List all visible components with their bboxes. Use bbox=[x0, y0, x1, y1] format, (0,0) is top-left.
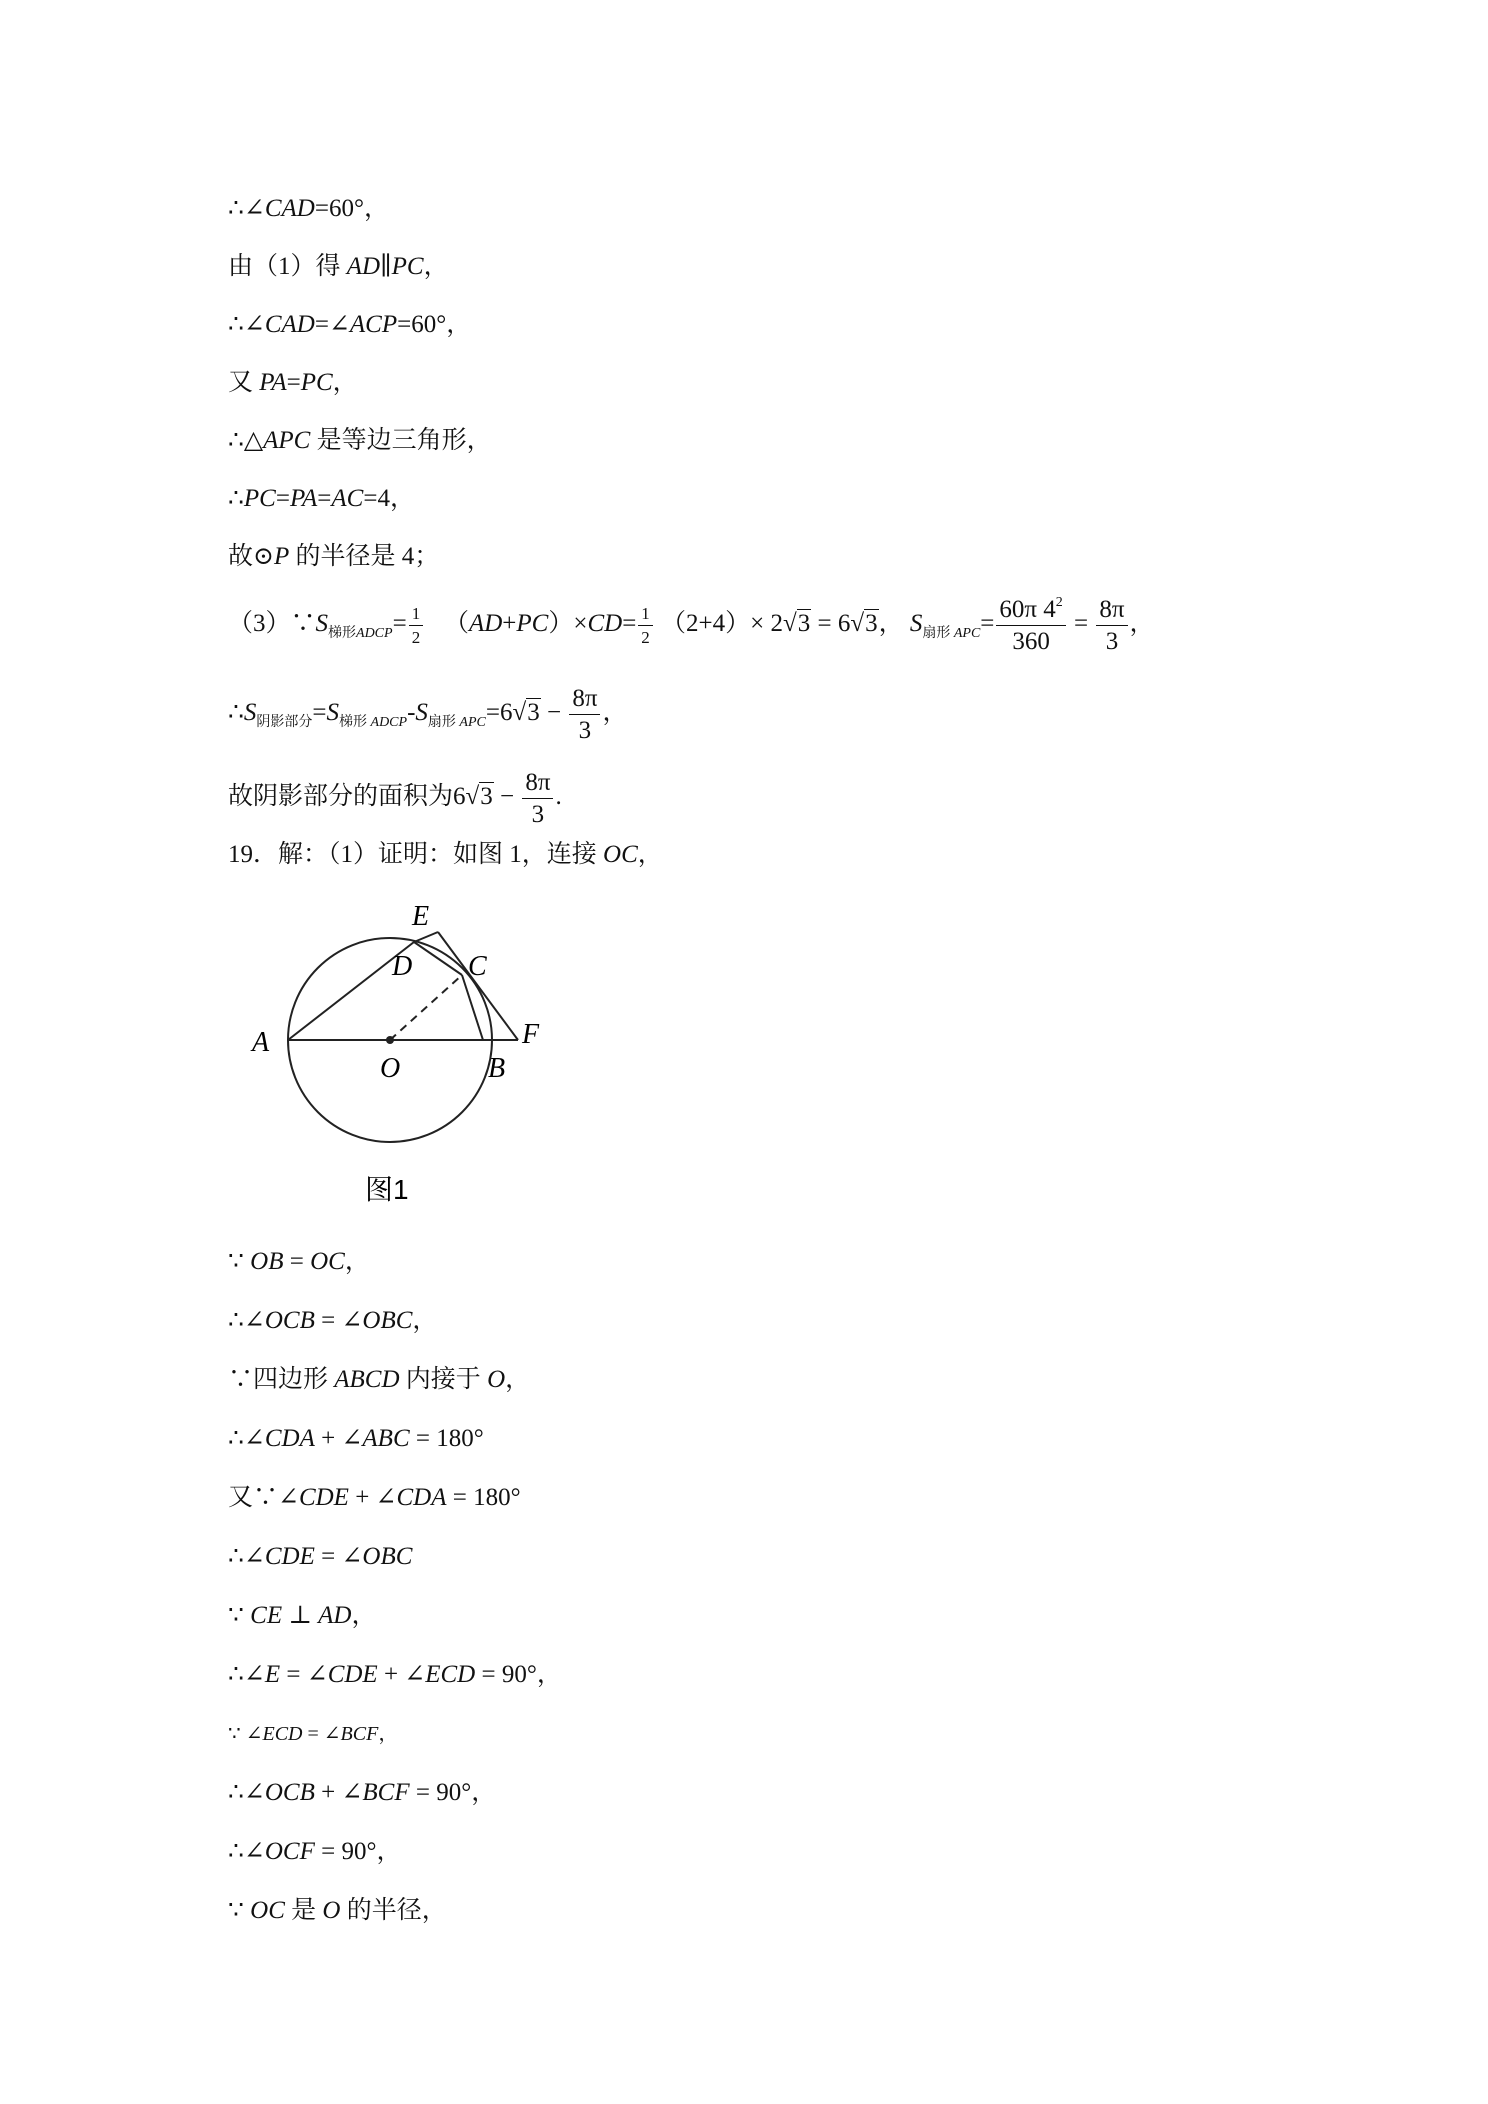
text-line-6: ∴PC=PA=AC=4， bbox=[228, 485, 415, 512]
text-line-1: ∴∠CAD=60°， bbox=[228, 195, 389, 222]
half-fraction-2: $\frac{1}{2}$ bbox=[638, 605, 653, 646]
proof-line-10: ∴∠OCB + ∠BCF = 90°， bbox=[228, 1779, 497, 1806]
label-o: O bbox=[380, 1053, 401, 1084]
label-b: B bbox=[488, 1053, 506, 1084]
center-point-o bbox=[386, 1036, 394, 1044]
proof-line-5: 又∵∠CDE + ∠CDA = 180° bbox=[228, 1484, 521, 1511]
proof-line-2: ∴∠OCB = ∠OBC， bbox=[228, 1307, 438, 1334]
text-line-5: ∴△APC 是等边三角形， bbox=[228, 427, 492, 454]
label-d: D bbox=[392, 951, 413, 982]
proof-line-7: ∵ CE ⊥ AD， bbox=[228, 1602, 377, 1629]
text-line-4: 又 PA=PC， bbox=[228, 369, 358, 396]
line-dc bbox=[414, 942, 462, 975]
text-line-2: 由（1）得 AD∥PC， bbox=[228, 253, 449, 280]
proof-line-9: ∵ ∠ECD = ∠BCF， bbox=[228, 1723, 399, 1745]
line-de bbox=[414, 932, 438, 942]
shaded-fraction: $\frac{8\pi}{3}$ bbox=[569, 686, 600, 743]
sector-result-fraction: $\frac{8\pi}{3}$ bbox=[1096, 597, 1127, 654]
proof-line-8: ∴∠E = ∠CDE + ∠ECD = 90°， bbox=[228, 1661, 562, 1688]
label-a: A bbox=[252, 1027, 270, 1058]
area-formula-line: $(3)\because S_{梯形ADCP}=$ $\frac{1}{2}$ （AD+PC）×CD= $\frac{1}{2}$ （2+4）× 2√3 = 6√3， $S_{扇形 APC}=$ $\frac{60\pi 4^2}{360}$ = $\frac{8\pi}{3}$ ， bbox=[228, 595, 1155, 655]
proof-line-3: ∵四边形 ABCD 内接于 O， bbox=[228, 1366, 531, 1393]
text-line-3: ∴∠CAD=∠ACP=60°， bbox=[228, 311, 472, 338]
proof-line-1: ∵ OB = OC， bbox=[228, 1248, 370, 1275]
sector-fraction: $\frac{60\pi 4^2}{360}$ bbox=[996, 597, 1065, 654]
line-oc-dashed bbox=[390, 975, 462, 1040]
answer-fraction: $\frac{8\pi}{3}$ bbox=[522, 770, 553, 827]
label-e: E bbox=[412, 901, 430, 932]
proof-line-6: ∴∠CDE = ∠OBC bbox=[228, 1543, 413, 1570]
figure-caption: 图1 bbox=[365, 1174, 409, 1205]
geometry-figure-1 bbox=[240, 895, 570, 1225]
half-fraction: $\frac{1}{2}$ bbox=[409, 605, 424, 646]
line-cb bbox=[462, 975, 483, 1040]
proof-line-11: ∴∠OCF = 90°， bbox=[228, 1838, 402, 1865]
proof-line-12: ∵ OC 是 O 的半径， bbox=[228, 1897, 447, 1924]
shaded-area-line: $\therefore S_{阴影部分}=S_{梯形 ADCP}-S_{扇形 APC}=6√3$ − $\frac{8\pi}{3}$ ， bbox=[228, 685, 628, 744]
label-f: F bbox=[522, 1019, 540, 1050]
proof-line-4: ∴∠CDA + ∠ABC = 180° bbox=[228, 1425, 484, 1452]
answer-line: 故阴影部分的面积为6√3 − $\frac{8\pi}{3}$ . bbox=[228, 769, 562, 828]
text-line-7: 故⊙P 的半径是 4； bbox=[228, 543, 440, 570]
label-c: C bbox=[468, 951, 487, 982]
q19-header: 19．解：（1）证明：如图 1，连接 OC， bbox=[228, 841, 663, 868]
